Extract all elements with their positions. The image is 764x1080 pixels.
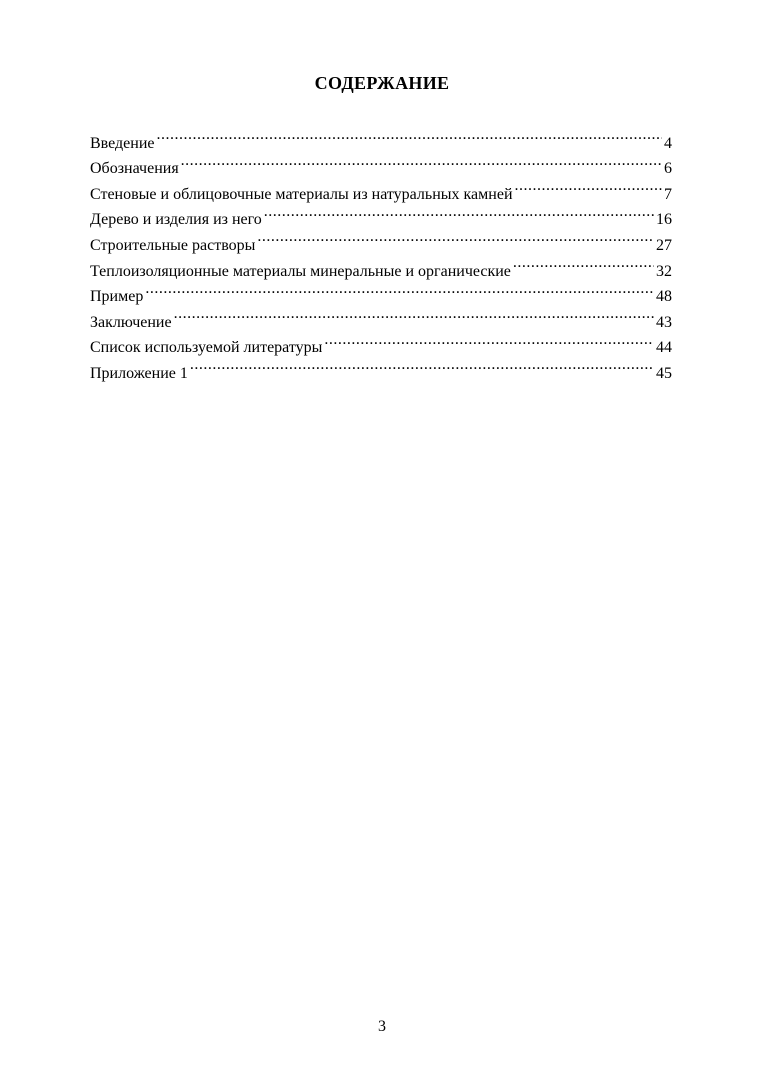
toc-dot-leader	[181, 148, 662, 174]
toc-entry-page: 27	[656, 236, 672, 254]
toc-entry-page: 48	[656, 288, 672, 306]
toc-entry-label: Стеновые и облицовочные материалы из натуральных камней	[90, 185, 513, 203]
toc-entry-page: 16	[656, 211, 672, 229]
toc-entry-label: Введение	[90, 134, 155, 152]
toc-dot-leader	[264, 199, 654, 225]
toc-entry-page: 4	[664, 134, 672, 152]
toc-dot-leader	[190, 352, 654, 378]
page-title: СОДЕРЖАНИЕ	[314, 73, 450, 93]
toc-entry-label: Пример	[90, 288, 144, 306]
toc-entry-label: Заключение	[90, 313, 172, 331]
toc-dot-leader	[257, 224, 654, 250]
toc-dot-leader	[324, 327, 654, 353]
toc-dot-leader	[174, 301, 654, 327]
toc-entry-page: 44	[656, 339, 672, 357]
table-of-contents	[90, 122, 672, 382]
toc-dot-leader	[157, 122, 663, 148]
toc-entry-page: 6	[664, 160, 672, 178]
toc-entry	[90, 276, 672, 306]
toc-entry-page: 43	[656, 313, 672, 331]
toc-entry-label: Строительные растворы	[90, 236, 256, 254]
toc-dot-leader	[515, 173, 663, 199]
toc-entry-page: 7	[664, 185, 672, 203]
page-number: 3	[378, 1018, 386, 1035]
toc-entry-label: Теплоизоляционные материалы минеральные и органические	[90, 262, 511, 280]
toc-entry	[90, 148, 672, 178]
toc-entry-label: Список используемой литературы	[90, 339, 323, 357]
toc-entry-label: Обозначения	[90, 160, 179, 178]
toc-entry-label: Приложение 1	[90, 364, 188, 382]
toc-entry-page: 45	[656, 364, 672, 382]
toc-entry	[90, 327, 672, 357]
toc-entry	[90, 301, 672, 331]
toc-dot-leader	[145, 276, 654, 302]
toc-dot-leader	[513, 250, 654, 276]
toc-entry-label: Дерево и изделия из него	[90, 211, 262, 229]
toc-entry	[90, 122, 672, 152]
toc-entry-page: 32	[656, 262, 672, 280]
